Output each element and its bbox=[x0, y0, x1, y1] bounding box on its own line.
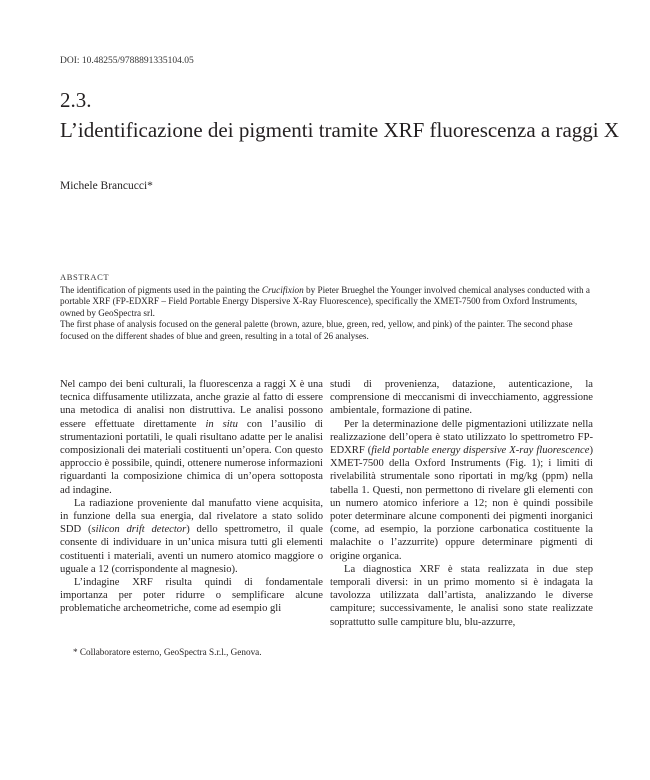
doi-line: DOI: 10.48255/9788891335104.05 bbox=[60, 56, 194, 66]
body-column-left bbox=[60, 378, 323, 616]
abstract-block bbox=[60, 272, 592, 343]
abstract-paragraph-2: The first phase of analysis focused on the general palette (brown, azure, blue, green, red, yellow, and pink) of the painter. The second phase focused on the different shades of blue and green, resulting in a total of 26 analyses. bbox=[60, 319, 573, 341]
body-paragraph: Per la determinazione delle pigmentazioni utilizzate nella realizzazione dell’opera è stato utilizzato lo spettrometro FP-EDXRF (field portable energy dispersive X-ray fluorescence) XMET-7500 della Oxford Instruments (Fig. 1); i limiti di rivelabilità strumentale sono riportati in mg/kg (ppm) nella tabella 1. Questi, non permettono di rivelare gli elementi con un numero atomico inferiore a 12; non è quindi possibile poter determinare alcune componenti dei pigmenti inorganici (come, ad esempio, la porzione carbonatica costituente la malachite o l’azzurrite) oppure determinare pigmenti di origine organica. bbox=[330, 418, 593, 562]
author-name: Michele Brancucci* bbox=[60, 180, 153, 192]
body-paragraph: La radiazione proveniente dal manufatto viene acquisita, in funzione della sua energia, dal rivelatore a stato solido SDD (silicon drift detector) dello spettrometro, il quale consente di individuare in un’unica misura tutti gli elementi costituenti i materiali, aventi un numero atomico maggiore o uguale a 12 (corrispondente al magnesio). bbox=[60, 497, 323, 575]
body-paragraph: Nel campo dei beni culturali, la fluorescenza a raggi X è una tecnica diffusamente utilizzata, anche grazie al fatto di essere una metodica di analisi non distruttiva. Le analisi possono essere effettuate direttamente in situ con l’ausilio di strumentazioni portatili, le quali risultano adatte per le analisi composizionali dei materiali costituenti un’opera. Con questo approccio è possibile, quindi, ottenere numerose informazioni riguardanti la composizione chimica di un’opera sottoposta ad indagine. bbox=[60, 379, 323, 496]
footnote: * Collaboratore esterno, GeoSpectra S.r.l., Genova. bbox=[73, 647, 262, 657]
body-column-right bbox=[330, 378, 593, 629]
abstract-heading: ABSTRACT bbox=[60, 272, 110, 282]
section-number: 2.3. bbox=[60, 88, 92, 112]
body-paragraph: studi di provenienza, datazione, autenticazione, la comprensione di meccanismi di invecchiamento, aggressione ambientale, formazione di patine. bbox=[330, 379, 593, 417]
chapter-title: L’identificazione dei pigmenti tramite XRF fluorescenza a raggi X bbox=[60, 118, 620, 142]
body-paragraph: L’indagine XRF risulta quindi di fondamentale importanza per poter ridurre o semplificare alcune problematiche archeometriche, come ad esempio gli bbox=[60, 577, 323, 615]
painting-title: Crucifixion bbox=[261, 284, 304, 295]
abstract-paragraph-1: The identification of pigments used in the painting the Crucifixion by Pieter Brueghel the Younger involved chemical analyses conducted with a portable XRF (FP-EDXRF – Field Portable Energy Dispersive X-Ray Fluorescence), specifically the XMET-7500 from Oxford Instruments, owned by GeoSpectra srl. bbox=[60, 284, 590, 318]
body-paragraph: La diagnostica XRF è stata realizzata in due step temporali diversi: in un primo momento si è indagata la tavolozza utilizzata dall’artista, analizzando le diverse campiture; successivamente, le analisi sono state realizzate soprattutto sulle campiture blu, blu-azzurre, bbox=[330, 563, 593, 628]
